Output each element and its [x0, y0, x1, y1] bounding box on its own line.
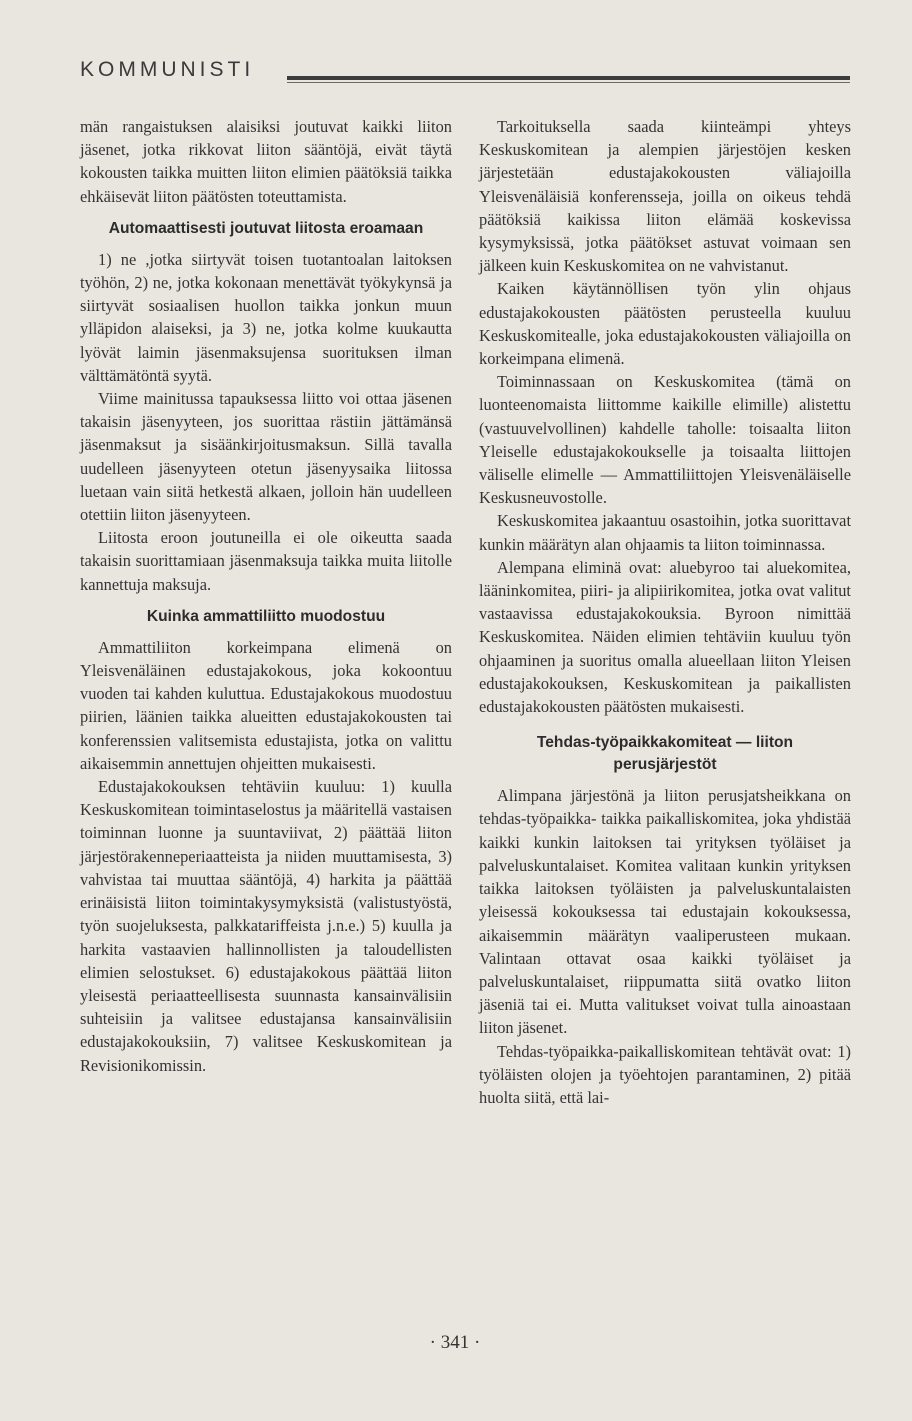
paragraph: Ammattiliiton korkeimpana elimenä on Yleisvenäläinen edustajakokous, joka kokoontuu vuoden tai kahden kuluttua. Edustajakokous muodostuu piirien, läänien taikka alueitten edustajakokousten tai konferenssien valitsemista edustajista, jotka on valittu aikaisemmin annettujen ohjeitten mukaisesti. [80, 637, 452, 773]
paragraph: 1) ne ,jotka siirtyvät toisen tuotantoalan laitoksen työhön, 2) ne, jotka kokonaan menettävät työkykynsä ja siirtyvät sosiaalisen huollon taikka jonkun muun ylläpidon alaiseksi, ja 3) ne, jotka kolme kuukautta lyövät laimin jäsenmaksujensa suorituksen ilman välttämätöntä syytä. [80, 249, 452, 385]
paragraph: Toiminnassaan on Keskuskomitea (tämä on luonteenomaista liittomme kaikille elimille) alistettu (vastuuvelvollinen) kahdelle taholle: toisaalta liiton Yleiselle edustajakokoukselle ja toisaalta liittojen väliselle elimelle — Ammattiliittojen Yleisvenäläiselle Keskusneuvostolle. [479, 372, 851, 508]
paragraph: Liitosta eroon joutuneilla ei ole oikeutta saada takaisin suorittamiaan jäsenmaksuja taikka muita liitolle kannettuja maksuja. [80, 528, 452, 594]
paragraph: Alimpana järjestönä ja liiton perusjatsheikkana on tehdas-työpaikka- taikka paikalliskomitea, joka yhdistää kaikki kunkin laitoksen tai yrityksen työläiset ja palveluskuntalaiset. Komitea valitaan kunkin yrityksen taikka laitoksen työläisten ja palveluskuntalaisten yleisessä kokouksessa tai edustajain kokouksessa, aikaisemmin määrätyn vaaliperusteen mukaan. Valintaan ottavat osaa kaikki työläiset ja palveluskuntalaiset, riippumatta siitä ovatko liiton jäseniä tai ei. Mutta valitukset voivat tulla ainoastaan liiton jäsenet. [479, 786, 851, 1038]
paragraph: Tarkoituksella saada kiinteämpi yhteys Keskuskomitean ja alempien järjestöjen kesken järjestetään edustajakokousten väliajoilla Yleisvenäläisiä konferensseja, joilla on oikeus tehdä päätöksiä kaikissa liiton elämää koskevissa kysymyksissä, jotka päätökset astuvat voimaan sen jälkeen kuin Keskuskomitea on ne vahvistanut. [479, 117, 851, 276]
left-column [80, 115, 452, 1077]
header-rule [287, 76, 850, 80]
paragraph: Viime mainitussa tapauksessa liitto voi ottaa jäsenen takaisin jäsenyyteen, jos suorittaa rästiin jättämänsä jäsenmaksut ja sisäänkirjoitusmaksun. Sillä tavalla uudelleen jäsenyyteen otetun jäsenyysaika liitossa luetaan vain siitä hetkestä alkaen, jolloin hän uudelleen otettiin liiton jäsenyyteen. [80, 389, 452, 525]
paragraph: Edustajakokouksen tehtäviin kuuluu: 1) kuulla Keskuskomitean toimintaselostus ja määritellä vastaisen toiminnan luonne ja suuntaviivat, 2) päättää liiton järjestörakenneperiaatteista ja niiden muuttamisesta, 3) vahvistaa tai muuttaa sääntöjä, 4) harkita ja päättää erinäisistä liiton toimintakysymyksistä (valistustyöstä, työn suojeluksesta, palkkatariffeista j.n.e.) 5) kuulla ja harkita vastaavien hallinnollisten ja taloudellisten elimien selostukset. 6) edustajakokous päättää liiton yleisestä periaatteellisesta suunnasta kansainvälisiin suhteisiin ja valitsee edustajansa kansainvälisiin edustajakokouksiin, 7) valitsee Keskuskomitean ja Revisionikomissin. [80, 777, 452, 1075]
paragraph: män rangaistuksen alaisiksi joutuvat kaikki liiton jäsenet, jotka rikkovat liiton sääntöjä, eivät täytä kokousten taikka muitten liiton elimien päätöksiä taikka ehkäisevät liiton päätösten toteuttamista. [80, 117, 452, 206]
page-number: · 341 · [429, 1332, 481, 1353]
paragraph: Keskuskomitea jakaantuu osastoihin, jotka suorittavat kunkin määrätyn alan ohjaamis ta liiton toiminnassa. [479, 511, 851, 554]
journal-title: KOMMUNISTI [80, 58, 255, 81]
paragraph: Kaiken käytännöllisen työn ylin ohjaus edustajakokousten päätösten perusteella kuuluu Keskuskomitealle, joka edustajakokousten väliajoilla on korkeimpana elimenä. [479, 279, 851, 369]
paragraph: Alempana elіminä ovat: aluebyroo tai aluekomitea, lääninkomitea, piiri- ja alipiirikomitea, jotka ovat valitut vastaavissa edustajakokouksia. Byroon nimittää Keskuskomitea. Näiden elimien tehtäviin kuuluu työn ohjaaminen ja suoritus omalla alueellaan liiton Yleisen edustajakokouksen, Keskuskomitean ja paikallisten edustajakokousten päätösten mukaisesti. [479, 557, 851, 717]
header-rule-thin [287, 82, 850, 83]
section-heading: Tehdas-työpaikkakomiteat — liiton perusjärjestöt [536, 734, 794, 774]
paragraph: Tehdas-työpaikka-paikalliskomitean tehtävät ovat: 1) työläisten olojen ja työehtojen parantaminen, 2) pitää huolta siitä, että lai- [479, 1041, 851, 1107]
section-heading: Kuinka ammattiliitto muodostuu [146, 607, 386, 625]
right-column [479, 115, 851, 1109]
running-header [80, 58, 850, 98]
section-heading: Automaattisesti joutuvat liitosta eroamaan [108, 219, 424, 237]
